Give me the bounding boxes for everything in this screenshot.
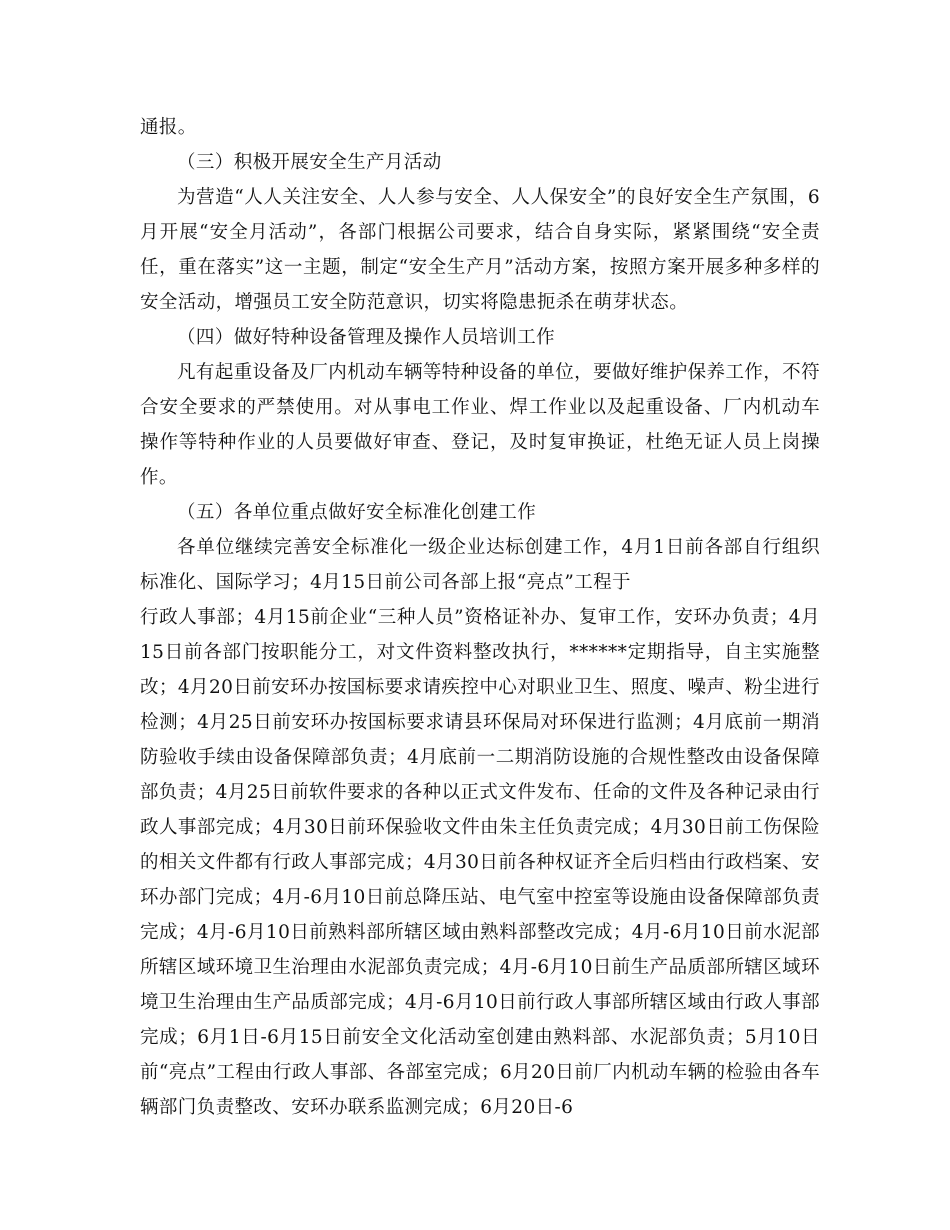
- section-heading-3: （三）积极开展安全生产月活动: [177, 152, 442, 173]
- paragraph-schedule: 行政人事部；4月15前企业“三种人员”资格证补办、复审工作，安环办负责；4月15日前各部门按职能分工，对文件资料整改执行，******定期指导，自主实施整改；4月20日前安环办按国标要求请疾控中心对职业卫生、照度、噪声、粉尘进行检测；4月25日前安环办按国标要求请县环保局对环保进行监测；4月底前一期消防验收手续由设备保障部负责；4月底前一二期消防设施的合规性整改由设备保障部负责；4月25日前软件要求的各种以正式文件发布、任命的文件及各种记录由行政人事部完成；4月30日前环保验收文件由朱主任负责完成；4月30日前工伤保险的相关文件都有行政人事部完成；4月30日前各种权证齐全后归档由行政档案、安环办部门完成；4月-6月10日前总降压站、电气室中控室等设施由设备保障部负责完成；4月-6月10日前熟料部所辖区域由熟料部整改完成；4月-6月10日前水泥部所辖区域环境卫生治理由水泥部负责完成；4月-6月10日前生产品质部所辖区域环境卫生治理由生产品质部完成；4月-6月10日前行政人事部所辖区域由行政人事部完成；6月1日-6月15日前安全文化活动室创建由熟料部、水泥部负责；5月10日前“亮点”工程由行政人事部、各部室完成；6月20日前厂内机动车辆的检验由各车辆部门负责整改、安环办联系监测完成；6月20日-6: [140, 607, 820, 1118]
- paragraph-safety-month: 为营造“人人关注安全、人人参与安全、人人保安全”的良好安全生产氛围，6月开展“安全月活动”，各部门根据公司要求，结合自身实际，紧紧围绕“安全责任，重在落实”这一主题，制定“安全生产月”活动方案，按照方案开展多种多样的安全活动，增强员工安全防范意识，切实将隐患扼杀在萌芽状态。: [140, 187, 820, 313]
- document-page: [140, 110, 820, 1125]
- paragraph-standardization: 各单位继续完善安全标准化一级企业达标创建工作，4月1日前各部自行组织标准化、国际学习；4月15日前公司各部上报“亮点”工程于: [140, 537, 820, 593]
- section-heading-4: （四）做好特种设备管理及操作人员培训工作: [177, 327, 556, 348]
- section-heading-5: （五）各单位重点做好安全标准化创建工作: [177, 502, 537, 523]
- paragraph-continuation: 通报。: [140, 117, 197, 138]
- paragraph-special-equipment: 凡有起重设备及厂内机动车辆等特种设备的单位，要做好维护保养工作，不符合安全要求的严禁使用。对从事电工作业、焊工作业以及起重设备、厂内机动车操作等特种作业的人员要做好审查、登记，及时复审换证，杜绝无证人员上岗操作。: [140, 362, 820, 488]
